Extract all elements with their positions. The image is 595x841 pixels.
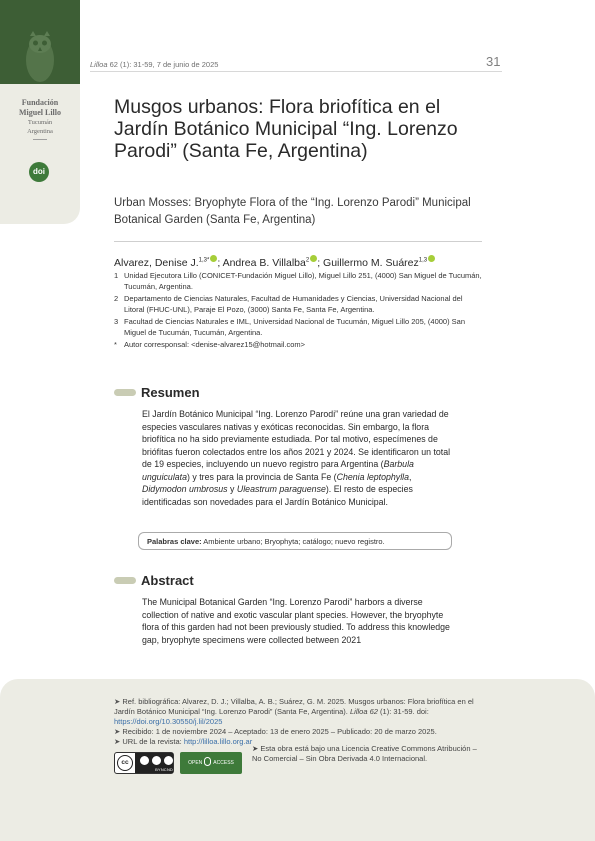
author-name: Alvarez, Denise J. bbox=[114, 257, 199, 269]
reference-journal: Lilloa 62 bbox=[349, 707, 378, 716]
species-name: Barbula unguiculata bbox=[142, 459, 414, 482]
doi-link[interactable]: https://doi.org/10.30550/j.lil/2025 bbox=[114, 717, 223, 726]
affiliation-list bbox=[114, 271, 484, 353]
license-statement bbox=[252, 744, 487, 764]
reference-pages: (1): 31-59. doi: bbox=[380, 707, 429, 716]
header-divider bbox=[90, 71, 502, 72]
cc-logo: cc bbox=[117, 755, 133, 771]
affiliation-key: 1 bbox=[114, 271, 119, 280]
arrow-bullet-icon: ➤ bbox=[114, 737, 121, 746]
species-name: Didymodon umbrosus bbox=[142, 484, 228, 494]
journal-url-link[interactable]: http://lilloa.lillo.org.ar bbox=[183, 737, 253, 746]
author-separator: ; bbox=[317, 257, 324, 269]
by-icon bbox=[140, 756, 149, 765]
oa-left-label: OPEN bbox=[188, 760, 203, 766]
affiliation-text: Departamento de Ciencias Naturales, Facultad de Humanidades y Ciencias, Universidad Nacional del Litoral (FHUC-UNL), Paraje El Pozo, (3000) Santa Fe, Santa Fe, Argentina. bbox=[124, 294, 463, 314]
creative-commons-icon[interactable] bbox=[114, 752, 174, 774]
cc-label: NC bbox=[160, 767, 167, 772]
resumen-title: Resumen bbox=[141, 385, 200, 400]
article-title: Musgos urbanos: Flora briofítica en el Jardín Botánico Municipal “Ing. Lorenzo Parodi” (Santa Fe, Argentina) bbox=[114, 96, 458, 162]
journal-name: Lilloa bbox=[90, 60, 108, 69]
keywords-label: Palabras clave: bbox=[147, 537, 202, 546]
author-affiliation-ref: 1,3* bbox=[198, 257, 210, 264]
bibliographic-reference bbox=[114, 697, 484, 727]
page-number: 31 bbox=[486, 54, 501, 69]
abstract-heading bbox=[114, 573, 194, 588]
affiliation-item bbox=[114, 340, 484, 351]
species-name: Uleastrum paraguense bbox=[236, 484, 326, 494]
cc-label: BY bbox=[155, 767, 161, 772]
article-subtitle: Urban Mosses: Bryophyte Flora of the “Ing. Lorenzo Parodi” Municipal Botanical Garden (Santa Fe, Argentina) bbox=[114, 197, 471, 226]
author-separator: ; bbox=[217, 257, 223, 269]
arrow-bullet-icon: ➤ bbox=[252, 744, 259, 753]
corresponding-author: Autor corresponsal: <denise-alvarez15@hotmail.com> bbox=[124, 340, 306, 350]
cc-license-strip bbox=[135, 753, 173, 773]
orcid-icon[interactable] bbox=[428, 255, 435, 262]
doi-icon[interactable]: doi bbox=[29, 162, 49, 182]
author-list bbox=[114, 255, 494, 269]
species-name: Chenia leptophylla bbox=[336, 471, 410, 482]
author-name: Andrea B. Villalba bbox=[222, 257, 306, 269]
journal-citation bbox=[90, 60, 218, 69]
cc-label: ND bbox=[167, 767, 173, 772]
affiliation-key: 2 bbox=[114, 294, 119, 304]
cc-labels bbox=[155, 767, 173, 772]
oa-right-label: ACCESS bbox=[213, 760, 234, 766]
affiliation-item bbox=[114, 294, 484, 316]
affiliation-key: * bbox=[114, 340, 117, 350]
abstract-title: Abstract bbox=[141, 573, 194, 588]
journal-issue: 62 (1): 31-59, 7 de junio de 2025 bbox=[109, 60, 219, 69]
nc-icon bbox=[152, 756, 161, 765]
resumen-text-part: ) y tres para la provincia de Santa Fe ( bbox=[187, 471, 337, 482]
resumen-text bbox=[142, 408, 457, 508]
sidebar bbox=[0, 0, 80, 224]
abstract-text: The Municipal Botanical Garden “Ing. Lorenzo Parodi” harbors a diverse collection of native and exotic vascular plant species. However, the bryophyte flora of this garden had not been previously studied. To address this knowledge gap, bryophyte specimens were collected between 2021 bbox=[142, 597, 450, 645]
owl-logo-icon bbox=[0, 0, 80, 84]
resumen-heading bbox=[114, 385, 200, 400]
section-marker bbox=[114, 389, 136, 396]
url-label: URL de la revista: bbox=[122, 737, 182, 746]
dates-text: Recibido: 1 de noviembre 2024 – Aceptado: 13 de enero 2025 – Publicado: 20 de marzo 2025. bbox=[122, 727, 437, 736]
institution-divider bbox=[33, 139, 47, 140]
institution-name bbox=[0, 98, 80, 140]
institution-line-4: Argentina bbox=[27, 128, 53, 135]
institution-line-3: Tucumán bbox=[27, 119, 53, 126]
arrow-bullet-icon: ➤ bbox=[114, 697, 121, 706]
lock-icon bbox=[204, 757, 211, 766]
publication-dates bbox=[114, 727, 494, 737]
arrow-bullet-icon: ➤ bbox=[114, 727, 121, 736]
resumen-text-part: , bbox=[409, 471, 412, 482]
license-text: Esta obra está bajo una Licencia Creative Commons Atribución – No Comercial – Sin Obra Derivada 4.0 Internacional. bbox=[252, 744, 477, 763]
nd-icon bbox=[164, 756, 173, 765]
keywords-text: Ambiente urbano; Bryophyta; catálogo; nuevo registro. bbox=[203, 537, 385, 546]
open-access-icon[interactable] bbox=[180, 752, 242, 774]
author-affiliation-ref: 1,3 bbox=[418, 257, 428, 264]
author-affiliation-ref: 2 bbox=[305, 257, 310, 264]
resumen-text-part: ). El resto de especies identificadas son novedades para el Jardín Botánico Municipal. bbox=[142, 484, 413, 507]
section-marker bbox=[114, 577, 136, 584]
title-divider bbox=[114, 241, 482, 242]
reference-text: Ref. bibliográfica: Alvarez, D. J.; Villalba, A. B.; Suárez, G. M. 2025. Musgos urbanos: Flora briofítica en el Jardín Botánico Municipal “Ing. Lorenzo Parodi” (Santa Fe, Argentina). bbox=[114, 697, 474, 716]
affiliation-key: 3 bbox=[114, 317, 119, 327]
institution-line-2: Miguel Lillo bbox=[19, 108, 61, 117]
affiliation-item bbox=[114, 317, 484, 339]
affiliation-text: Facultad de Ciencias Naturales e IML, Universidad Nacional de Tucumán, Miguel Lillo 205, (4000) San Miguel de Tucumán, Tucumán, Argentina. bbox=[124, 317, 466, 337]
affiliation-text: Unidad Ejecutora Lillo (CONICET-Fundación Miguel Lillo), Miguel Lillo 251, (4000) San Miguel de Tucumán, Tucumán, Argentina. bbox=[124, 271, 482, 291]
resumen-text-part: El Jardín Botánico Municipal “Ing. Lorenzo Parodi” reúne una gran variedad de especies vasculares nativas y exóticas reconocidas. Sin embargo, la flora briofítica no ha sido previamente estudiada. Por tal motivo, especímenes de briófitas fueron colectados entre los años 2021 y 2024. Se identificaron un total de 19 especies, incluyendo un nuevo registro para Argentina ( bbox=[142, 409, 451, 469]
affiliation-item bbox=[114, 271, 484, 293]
institution-line-1: Fundación bbox=[21, 98, 59, 107]
keywords-box bbox=[138, 532, 452, 550]
resumen-text-part: y bbox=[227, 484, 237, 494]
author-name: Guillermo M. Suárez bbox=[323, 257, 419, 269]
